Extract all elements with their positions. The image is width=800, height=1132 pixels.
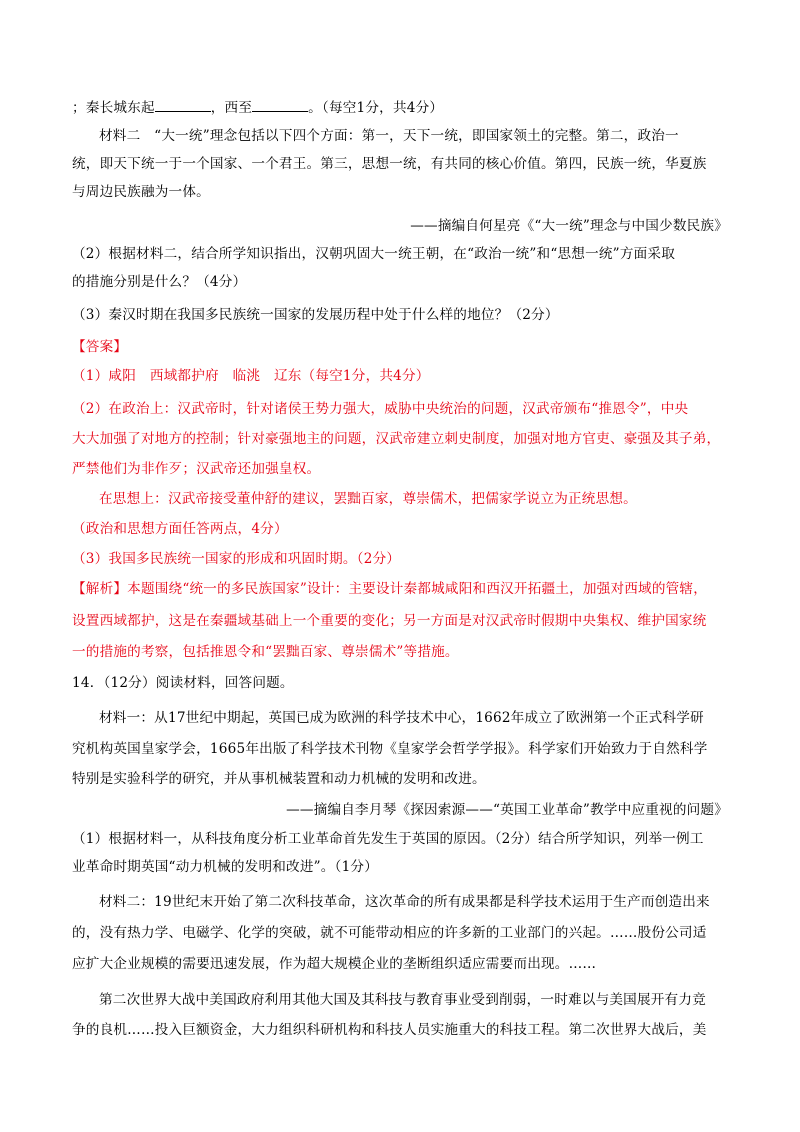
answer2-line4: 在思想上：汉武帝接受董仲舒的建议，罢黜百家，尊崇儒术，把儒家学说立为正统思想。 <box>99 491 637 507</box>
answer2-line1: （2）在政治上：汉武帝时，针对诸侯王势力强大，威胁中央统治的问题，汉武帝颁布“推恩令”，中央 <box>72 401 689 417</box>
material1-line1: 材料一：从17世纪中期起，英国已成为欧洲的科学技术中心，1662年成立了欧洲第一个正式科学研 <box>99 710 704 726</box>
answer2-line3: 严禁他们为非作歹；汉武帝还加强皇权。 <box>72 461 321 477</box>
question3: （3）秦汉时期在我国多民族统一国家的发展历程中处于什么样的地位？（2分） <box>72 307 559 323</box>
q13-fill-line: ；秦长城东起 ，西至 。（每空1分，共4分） <box>72 100 444 116</box>
analysis-line2: 设置西域都护，这是在秦疆域基础上一个重要的变化；另一方面是对汉武帝时假期中央集权、维护国家统 <box>72 613 707 629</box>
q14-question1-line2: 业革命时期英国“动力机械的发明和改进”。（1分） <box>72 859 379 875</box>
q14-question1-line1: （1）根据材料一，从科技角度分析工业革命首先发生于英国的原因。（2分）结合所学知识，列举一例工 <box>72 831 704 847</box>
material2b-line3: 应扩大企业规模的需要迅速发展，作为超大规模企业的垄断组织适应需要而出现。…… <box>72 956 597 972</box>
material2-line1: 材料二 “大一统”理念包括以下四个方面：第一，天下一统，即国家领土的完整。第二，政治一 <box>99 128 679 144</box>
material2-source: ——摘编自何星亮《“大一统”理念与中国少数民族》 <box>410 218 728 234</box>
material2b-line4: 第二次世界大战中美国政府利用其他大国及其科技与教育事业受到削弱，一时难以与美国展开有力竞 <box>99 992 706 1008</box>
material2-line2: 统，即天下统一于一个国家、一个君王。第三，思想一统，有共同的核心价值。第四，民族一统，华夏族 <box>72 156 707 172</box>
material1-line2: 究机构英国皇家学会，1665年出版了科学技术刊物《皇家学会哲学学报》。科学家们开始致力于自然科学 <box>72 741 708 757</box>
analysis-line3: 一的措施的考察，包括推恩令和“罢黜百家、尊崇儒术”等措施。 <box>72 644 459 660</box>
material2b-line1: 材料二：19世纪末开始了第二次科技革命，这次革命的所有成果都是科学技术运用于生产而创造出来 <box>99 894 710 910</box>
answer2-line5: （政治和思想方面任答两点，4分） <box>72 521 288 537</box>
analysis-line1: 【解析】本题围绕“统一的多民族国家”设计：主要设计秦都城咸阳和西汉开拓疆土，加强对西域的管辖， <box>72 581 708 597</box>
blank-west[interactable] <box>252 99 308 112</box>
answer2-line2: 大大加强了对地方的控制；针对豪强地主的问题，汉武帝建立刺史制度，加强对地方官吏、豪强及其子弟， <box>72 431 721 447</box>
question14-heading: 14．（12分）阅读材料，回答问题。 <box>72 675 294 691</box>
material2b-line5: 争的良机……投入巨额资金，大力组织科研机构和科技人员实施重大的科技工程。第二次世界大战后，美 <box>72 1022 707 1038</box>
blank-east[interactable] <box>155 99 211 112</box>
answer3: （3）我国多民族统一国家的形成和巩固时期。（2分） <box>72 551 401 567</box>
material2-line3: 与周边民族融为一体。 <box>72 184 210 200</box>
answer-heading: 【答案】 <box>72 339 128 355</box>
answer1: （1）咸阳 西域都护府 临洮 辽东（每空1分，共4分） <box>72 368 430 384</box>
material1-line3: 特别是实验科学的研究，并从事机械装置和动力机械的发明和改进。 <box>72 771 486 787</box>
question2-line1: （2）根据材料二，结合所学知识指出，汉朝巩固大一统王朝，在“政治一统”和“思想一统”方面采取 <box>72 246 675 262</box>
material2b-line2: 的，没有热力学、电磁学、化学的突破，就不可能带动相应的许多新的工业部门的兴起。……股份公司适 <box>72 925 707 941</box>
material1-source: ——摘编自李月琴《探因索源——“英国工业革命”教学中应重视的问题》 <box>286 802 728 818</box>
question2-line2: 的措施分别是什么？（4分） <box>72 274 247 290</box>
